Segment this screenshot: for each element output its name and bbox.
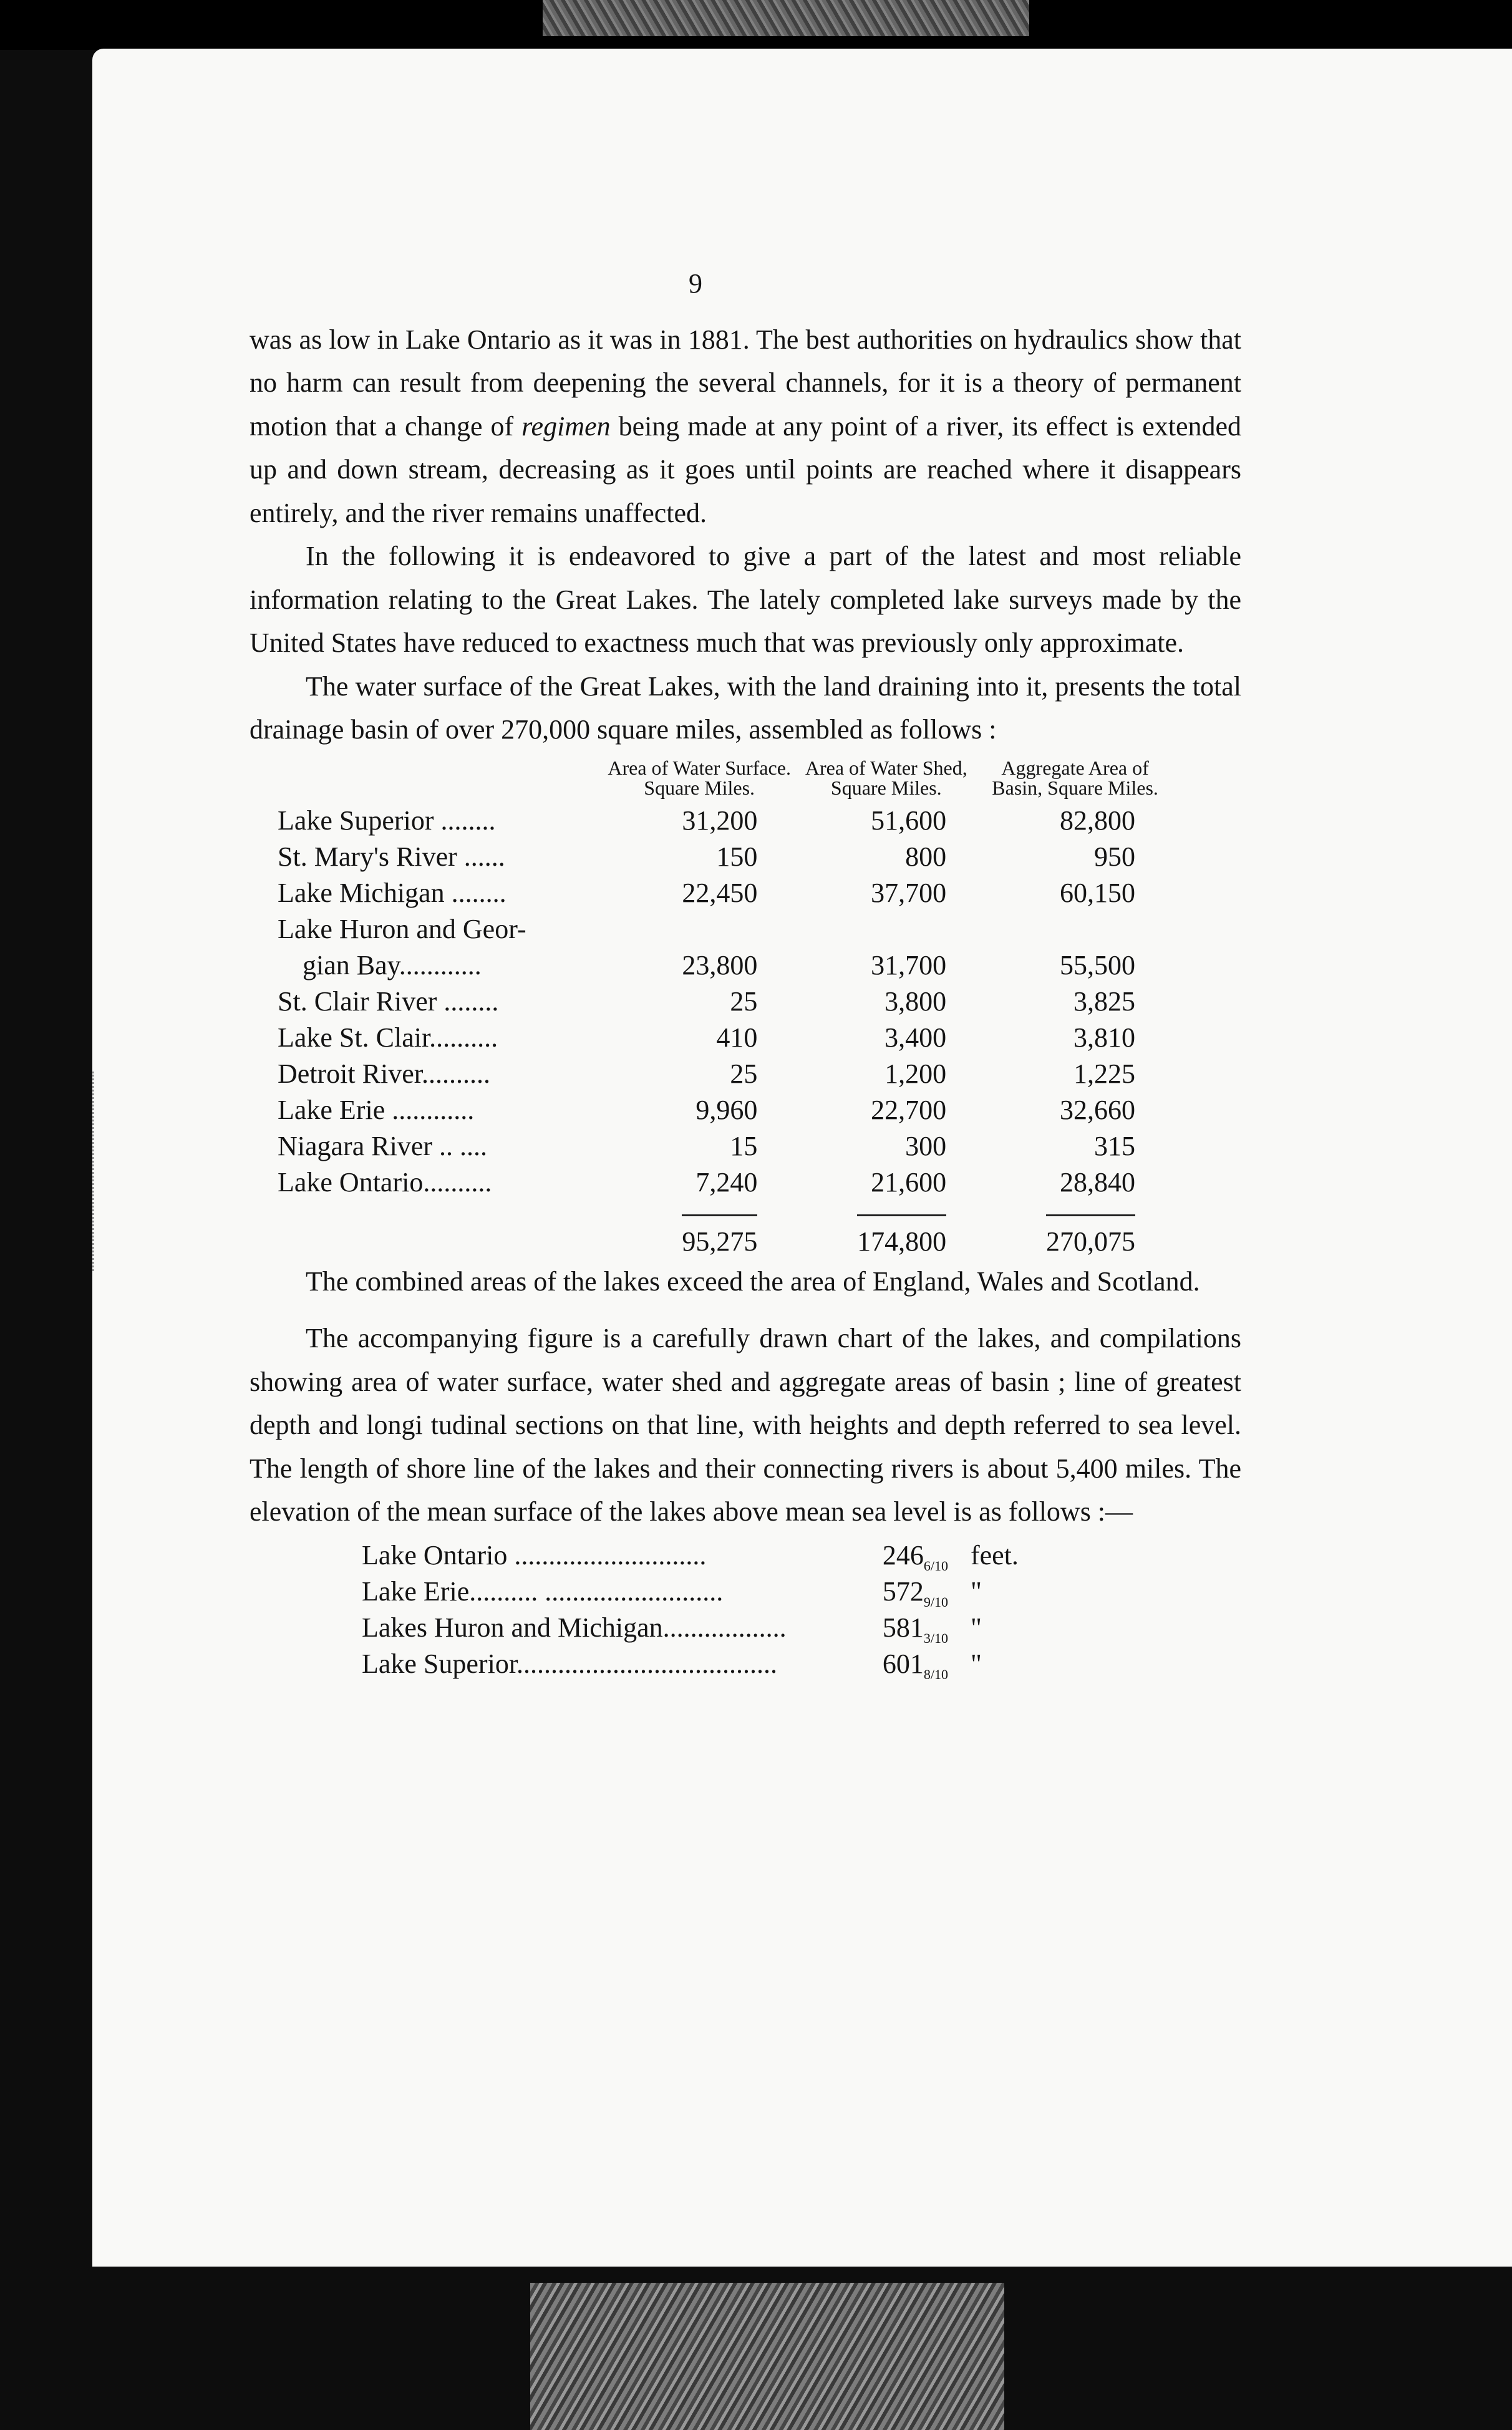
row-shed — [792, 911, 981, 947]
row-basin — [981, 911, 1170, 947]
row-surface: 410 — [716, 1022, 758, 1053]
table-header-shed: Area of Water Shed, Square Miles. — [805, 756, 967, 799]
elevation-unit: feet. — [971, 1539, 1019, 1571]
paragraph-4: The combined areas of the lakes exceed the area of England, Wales and Scotland. — [306, 1266, 1200, 1297]
table-total-row — [278, 1201, 1170, 1260]
row-name: Niagara River .. .... — [278, 1130, 487, 1161]
row-surface: 25 — [730, 1058, 758, 1089]
total-basin-value: 270,075 — [1046, 1214, 1135, 1260]
total-label — [278, 1201, 607, 1260]
row-shed: 37,700 — [871, 877, 947, 908]
table-row — [278, 984, 1170, 1020]
total-surface — [607, 1201, 792, 1260]
row-shed: 31,700 — [871, 949, 947, 980]
paragraph-1-text-a: was as low in Lake Ontario as it was in 1881. The best authorities on hydraulics show that no harm can result from deepening the several channels, for it is a theory of permanent motion that a change of — [250, 324, 1241, 442]
elevation-lake-name: Lake Ontario ............................ — [362, 1539, 707, 1571]
row-surface: 23,800 — [682, 949, 758, 980]
total-surface-value: 95,275 — [682, 1214, 757, 1260]
elevation-lake-name: Lakes Huron and Michigan.................. — [362, 1612, 787, 1643]
row-shed: 300 — [905, 1130, 947, 1161]
row-basin: 1,225 — [1073, 1058, 1135, 1089]
paragraph-5: The accompanying figure is a carefully drawn chart of the lakes, and compilations showing area of water surface, water shed and aggregate areas of basin ; line of greatest depth and longi tudinal sections on that line, with heights and depth referred to sea level. The length of shore line of the lakes and their connecting rivers is about 5,400 miles. The elevation of the mean surface of the lakes above mean sea level is as follows :— — [250, 1323, 1241, 1527]
row-shed: 1,200 — [884, 1058, 947, 1089]
table-header-surface: Area of Water Surface. Square Miles. — [608, 756, 791, 799]
row-surface: 15 — [730, 1130, 758, 1161]
row-surface: 7,240 — [695, 1166, 758, 1198]
elevation-fraction: 9/10 — [923, 1594, 948, 1610]
binding-mark — [92, 1072, 108, 1271]
row-name: Lake Erie ............ — [278, 1094, 475, 1125]
scan-paper-strip-bottom — [530, 2283, 1004, 2430]
table-header-row — [278, 758, 1170, 803]
total-shed — [792, 1201, 981, 1260]
table-row — [278, 1092, 1170, 1128]
row-shed: 22,700 — [871, 1094, 947, 1125]
row-basin: 60,150 — [1060, 877, 1135, 908]
table-row — [278, 1056, 1170, 1092]
table-row — [278, 875, 1170, 911]
row-name: Lake Huron and Geor- — [278, 913, 526, 944]
row-basin: 950 — [1094, 841, 1135, 872]
row-surface: 9,960 — [695, 1094, 758, 1125]
list-item — [362, 1574, 1241, 1610]
row-name: Detroit River.......... — [278, 1058, 490, 1089]
scan-paper-strip-top — [543, 0, 1029, 36]
elevation-list — [362, 1537, 1241, 1682]
table-row — [278, 1164, 1170, 1201]
paragraph-1 — [250, 318, 1241, 535]
elevation-unit: " — [971, 1648, 982, 1679]
row-name: Lake Superior ........ — [278, 805, 496, 836]
row-surface: 22,450 — [682, 877, 758, 908]
table-row — [278, 911, 1170, 947]
row-surface: 150 — [716, 841, 758, 872]
table-row — [278, 1128, 1170, 1164]
elevation-unit: " — [971, 1576, 982, 1607]
elevation-whole: 246 — [882, 1539, 924, 1571]
paragraph-3: The water surface of the Great Lakes, with the land draining into it, presents the total drainage basin of over 270,000 square miles, assembled as follows : — [250, 670, 1241, 745]
row-basin: 55,500 — [1060, 949, 1135, 980]
paragraph-2: In the following it is endeavored to give a part of the latest and most reliable information relating to the Great Lakes. The lately completed lake surveys made by the United States have reduced to exactness much that was previously only approximate. — [250, 541, 1241, 658]
elevation-fraction: 3/10 — [923, 1630, 948, 1646]
total-shed-value: 174,800 — [857, 1214, 946, 1260]
page-number: 9 — [689, 268, 702, 299]
row-name: Lake Michigan ........ — [278, 877, 506, 908]
elevation-whole: 601 — [882, 1648, 924, 1679]
elevation-whole: 581 — [882, 1612, 924, 1643]
row-shed: 3,400 — [884, 1022, 947, 1053]
row-shed: 3,800 — [884, 985, 947, 1017]
list-item — [362, 1610, 1241, 1646]
row-surface: 25 — [730, 985, 758, 1017]
row-shed: 800 — [905, 841, 947, 872]
table-row — [278, 1020, 1170, 1056]
table-row — [278, 839, 1170, 875]
row-surface — [607, 911, 792, 947]
italic-word-regimen: regimen — [521, 410, 611, 442]
row-basin: 32,660 — [1060, 1094, 1135, 1125]
row-name: gian Bay............ — [303, 949, 482, 980]
table-row — [278, 803, 1170, 839]
table-row — [278, 947, 1170, 984]
row-shed: 21,600 — [871, 1166, 947, 1198]
elevation-fraction: 8/10 — [923, 1666, 948, 1682]
elevation-value — [861, 1646, 948, 1693]
row-surface: 31,200 — [682, 805, 758, 836]
elevation-fraction: 6/10 — [923, 1557, 948, 1574]
row-name: Lake St. Clair.......... — [278, 1022, 498, 1053]
list-item — [362, 1537, 1241, 1574]
elevation-lake-name: Lake Superior...................................... — [362, 1648, 778, 1679]
row-name: St. Clair River ........ — [278, 985, 499, 1017]
row-basin: 82,800 — [1060, 805, 1135, 836]
page-content — [250, 262, 1241, 1682]
list-item — [362, 1646, 1241, 1682]
table-header-basin: Aggregate Area of Basin, Square Miles. — [992, 756, 1158, 799]
row-basin: 3,825 — [1073, 985, 1135, 1017]
row-basin: 3,810 — [1073, 1022, 1135, 1053]
row-basin: 315 — [1094, 1130, 1135, 1161]
row-name: Lake Ontario.......... — [278, 1166, 492, 1198]
drainage-basin-table — [278, 758, 1170, 1260]
elevation-lake-name: Lake Erie.......... .......................... — [362, 1576, 724, 1607]
paragraph-1-text-b: being made at any point of a river, its effect is extended up and down stream, decreasing as it goes until points are reached where it disappears entirely, and the river remains unaffected. — [250, 410, 1242, 528]
total-basin — [981, 1201, 1170, 1260]
elevation-whole: 572 — [882, 1576, 924, 1607]
row-shed: 51,600 — [871, 805, 947, 836]
row-name: St. Mary's River ...... — [278, 841, 505, 872]
elevation-unit: " — [971, 1612, 982, 1643]
table-header-name — [278, 758, 607, 803]
row-basin: 28,840 — [1060, 1166, 1135, 1198]
